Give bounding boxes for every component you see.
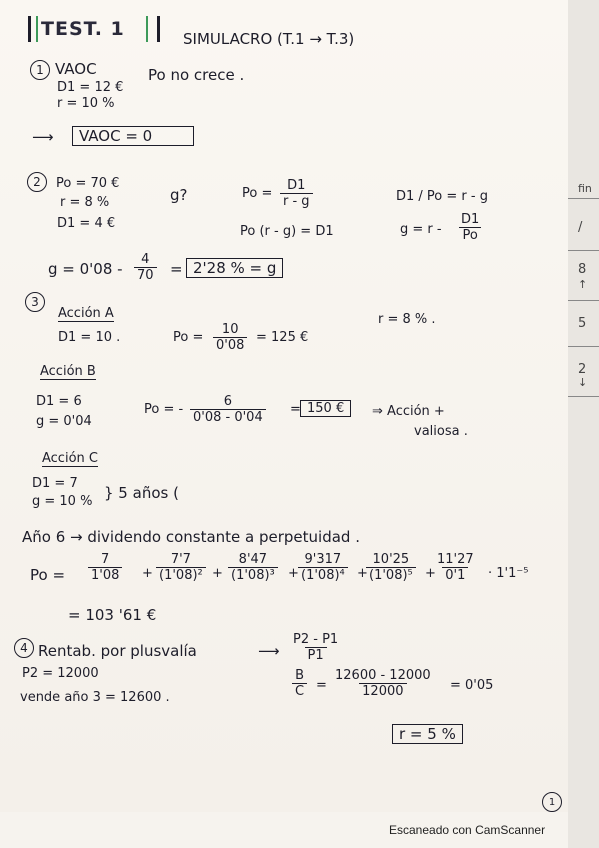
q2-f4-den: Po xyxy=(459,227,480,243)
q2-line1: Po = 70 € xyxy=(56,176,120,191)
q4-arrow-fraction xyxy=(290,632,341,663)
plus-sign: + xyxy=(425,566,436,581)
tab-label-fin: fin xyxy=(578,182,592,195)
q4-arrow-den: P1 xyxy=(305,647,327,663)
q3-t4-num: 9'317 xyxy=(304,552,342,567)
q4-bc-num: B xyxy=(295,668,304,683)
q3-t5-num: 10'25 xyxy=(372,552,410,567)
plus-sign: + xyxy=(288,566,299,581)
q2-f1-num: D1 xyxy=(287,178,306,193)
q3-term6 xyxy=(434,552,477,583)
q3-b-num: 6 xyxy=(223,394,232,409)
q3-total: = 103 '61 € xyxy=(68,606,157,624)
q3-b-g: g = 0'04 xyxy=(36,414,92,429)
q3-t1-den: 1'08 xyxy=(88,567,122,583)
q1-line3: r = 10 % xyxy=(57,96,115,111)
q4-arrow-num: P2 - P1 xyxy=(293,632,339,647)
q2-line3: D1 = 4 € xyxy=(57,216,116,231)
q3-b-eq: = xyxy=(290,402,301,417)
q3-po-label: Po = xyxy=(30,566,66,584)
q3-a-fraction xyxy=(213,322,247,353)
q3-b-d1: D1 = 6 xyxy=(36,394,82,409)
q2-calc-fraction xyxy=(134,252,157,283)
binder-tab-strip xyxy=(568,0,599,848)
q3-t3-den: (1'08)³ xyxy=(228,567,278,583)
q3-t6-den: 0'1 xyxy=(442,567,468,583)
title-green-mark-right xyxy=(146,16,148,42)
page-number: 1 xyxy=(542,792,562,812)
q2-calc-eq: = xyxy=(170,260,183,278)
tab-number-2: 2 xyxy=(578,362,587,377)
tab-divider xyxy=(568,396,599,397)
q2-calc-den: 70 xyxy=(134,267,157,283)
q4-bc-fraction xyxy=(292,668,307,699)
q3-a-title: Acción A xyxy=(58,306,114,321)
q4-bc-den: C xyxy=(292,683,307,699)
q4-arrow: ⟶ xyxy=(258,642,280,660)
q3-a-po: Po = xyxy=(173,330,204,345)
q2-f1-fraction xyxy=(280,178,313,209)
q3-a-result: = 125 € xyxy=(256,330,309,345)
tab-divider xyxy=(568,250,599,251)
q1-line2: D1 = 12 € xyxy=(57,80,124,95)
page-subtitle: SIMULACRO (T.1 → T.3) xyxy=(183,30,355,48)
q3-b-note2: valiosa . xyxy=(414,424,468,439)
q2-result-box: 2'28 % = g xyxy=(186,258,283,278)
q3-a-den: 0'08 xyxy=(213,337,247,353)
q3-r-note: r = 8 % . xyxy=(378,312,436,327)
q3-t1-num: 7 xyxy=(101,552,110,567)
q3-term5 xyxy=(366,552,416,583)
q3-term4 xyxy=(298,552,348,583)
plus-sign: + xyxy=(212,566,223,581)
tab-divider xyxy=(568,346,599,347)
q3-t3-num: 8'47 xyxy=(238,552,268,567)
question-number-4: 4 xyxy=(14,638,34,658)
question-number-3: 3 xyxy=(25,292,45,312)
q4-calc-fraction xyxy=(332,668,434,699)
tab-number-8: 8 xyxy=(578,262,587,277)
q3-a-d1: D1 = 10 . xyxy=(58,330,121,345)
q4-calc-den: 12000 xyxy=(359,683,406,699)
q3-b-result-box: 150 € xyxy=(300,400,351,417)
q2-f4-left: g = r - xyxy=(400,222,442,237)
q2-question: g? xyxy=(170,186,188,204)
q1-note: Po no crece . xyxy=(148,66,245,84)
question-number-2: 2 xyxy=(27,172,47,192)
q3-t6-num: 11'27 xyxy=(437,552,474,567)
q3-c-line: Año 6 → dividendo constante a perpetuidad . xyxy=(22,528,360,546)
q3-a-num: 10 xyxy=(221,322,239,337)
q3-c-title: Acción C xyxy=(42,451,98,466)
q2-f4-fraction xyxy=(458,212,482,243)
q4-line2: P2 = 12000 xyxy=(22,666,99,681)
q3-b-fraction xyxy=(190,394,266,425)
q3-c-d1: D1 = 7 xyxy=(32,476,78,491)
q3-tail: · 1'1⁻⁵ xyxy=(488,566,529,581)
question-number-1: 1 xyxy=(30,60,50,80)
q2-calc-left: g = 0'08 - xyxy=(48,260,123,278)
scanner-watermark: Escaneado con CamScanner xyxy=(389,823,546,837)
plus-sign: + xyxy=(357,566,368,581)
tab-number-5: 5 xyxy=(578,316,587,331)
q3-c-brace: } 5 años ( xyxy=(104,484,179,502)
q3-b-den: 0'08 - 0'04 xyxy=(190,409,266,425)
q4-calc-num: 12600 - 12000 xyxy=(335,668,431,683)
q1-arrow: ⟶ xyxy=(32,128,54,146)
q3-b-po: Po = - xyxy=(144,402,184,417)
q3-term2 xyxy=(156,552,206,583)
q3-t5-den: (1'08)⁵ xyxy=(366,567,416,583)
q3-t2-den: (1'08)² xyxy=(156,567,206,583)
q2-calc-num: 4 xyxy=(141,252,150,267)
q1-result-box: VAOC = 0 xyxy=(72,126,194,146)
q3-t4-den: (1'08)⁴ xyxy=(298,567,348,583)
q2-f1-den: r - g xyxy=(280,193,313,209)
q2-f3: D1 / Po = r - g xyxy=(396,189,488,204)
tab-slash: / xyxy=(578,220,583,235)
q2-f2: Po (r - g) = D1 xyxy=(240,224,334,239)
q1-line1: VAOC xyxy=(55,60,97,78)
q3-term1 xyxy=(88,552,122,583)
q2-f1-left: Po = xyxy=(242,186,273,201)
q2-line2: r = 8 % xyxy=(60,195,110,210)
q3-c-g: g = 10 % xyxy=(32,494,93,509)
equals-sign: = xyxy=(316,678,327,693)
title-green-mark-left xyxy=(36,16,38,42)
tab-divider xyxy=(568,198,599,199)
plus-sign: + xyxy=(142,566,153,581)
arrow-down-icon: ↓ xyxy=(578,376,588,389)
q3-term3 xyxy=(228,552,278,583)
tab-divider xyxy=(568,300,599,301)
q2-f4-num: D1 xyxy=(461,212,480,227)
q3-t2-num: 7'7 xyxy=(170,552,191,567)
q4-result-box: r = 5 % xyxy=(392,724,463,744)
q3-b-note1: ⇒ Acción + xyxy=(372,404,445,419)
q3-b-title: Acción B xyxy=(40,364,96,379)
arrow-up-icon: ↑ xyxy=(578,278,588,291)
q4-line3: vende año 3 = 12600 . xyxy=(20,690,170,705)
q4-line1: Rentab. por plusvalía xyxy=(38,642,197,660)
q4-calc-result: = 0'05 xyxy=(450,678,494,693)
page-title: TEST. 1 xyxy=(41,18,125,40)
